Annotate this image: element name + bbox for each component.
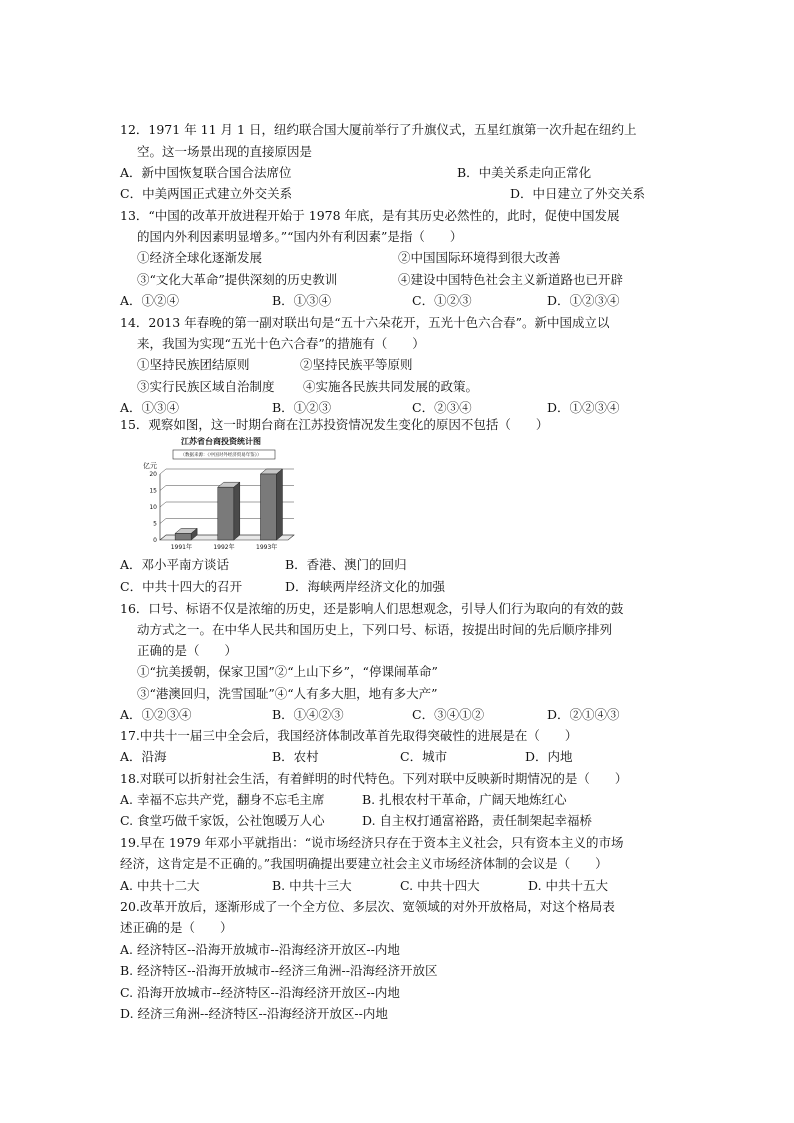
q15-option-c: C．中共十四大的召开 bbox=[120, 579, 243, 594]
q16-item-row2: ③“港澳回归，洗雪国耻”④“人有多大胆，地有多大产” bbox=[137, 686, 438, 701]
q15-stem: 15．观察如图，这一时期台商在江苏投资情况发生变化的原因不包括（ ） bbox=[120, 417, 549, 432]
q17-option-c: C．城市 bbox=[400, 749, 448, 764]
q13-item-1: ①经济全球化逐渐发展 bbox=[137, 250, 263, 265]
q17-stem: 17.中共十一届三中全会后，我国经济体制改革首先取得突破性的进展是在（ ） bbox=[120, 728, 578, 743]
q12-option-d: D．中日建立了外交关系 bbox=[510, 186, 646, 201]
q19-stem-line2: 经济，这肯定是不正确的。”我国明确提出要建立社会主义市场经济体制的会议是（ ） bbox=[120, 856, 608, 871]
q14-stem-line1: 14．2013 年春晚的第一副对联出句是“五十六朵花开，五光十色六合春”。新中国成立以 bbox=[120, 315, 610, 330]
taishang-investment-chart bbox=[140, 436, 302, 554]
chart-y-tick-label: 10 bbox=[149, 504, 157, 511]
q19-option-a: A. 中共十二大 bbox=[120, 878, 200, 893]
q17-option-d: D．内地 bbox=[525, 749, 573, 764]
chart-x-tick-label: 1993年 bbox=[256, 544, 278, 551]
chart-y-ticks bbox=[149, 471, 157, 544]
chart-subtitle: （数据来源：《中国对外经济贸易年鉴》） bbox=[180, 453, 262, 458]
q18-option-c: C. 食堂巧做千家饭，公社饱暖万人心 bbox=[120, 813, 325, 828]
q15-option-d: D．海峡两岸经济文化的加强 bbox=[285, 579, 446, 594]
q18-option-a: A. 幸福不忘共产党，翻身不忘毛主席 bbox=[120, 792, 325, 807]
q19-stem-line1: 19.早在 1979 年邓小平就指出：“说市场经济只存在于资本主义社会，只有资本主义的市场 bbox=[120, 835, 624, 850]
q19-option-b: B. 中共十三大 bbox=[272, 878, 352, 893]
q18-stem: 18.对联可以折射社会生活，有着鲜明的时代特色。下列对联中反映新时期情况的是（ ） bbox=[120, 771, 628, 786]
q14-option-a: A．①③④ bbox=[120, 400, 180, 415]
chart-bar bbox=[260, 469, 282, 540]
q16-stem-line3: 正确的是（ ） bbox=[137, 643, 238, 658]
q14-stem-line2: 来，我国为实现“五光十色六合春”的措施有（ ） bbox=[137, 336, 425, 351]
q13-item-2: ②中国国际环境得到很大改善 bbox=[398, 250, 561, 265]
q16-option-d: D．②①④③ bbox=[547, 707, 620, 722]
q17-option-a: A．沿海 bbox=[120, 749, 167, 764]
q13-option-b: B．①③④ bbox=[272, 293, 332, 308]
chart-bar bbox=[218, 482, 240, 540]
q13-item-4: ④建设中国特色社会主义新道路也已开辟 bbox=[398, 272, 624, 287]
chart-y-tick-label: 5 bbox=[153, 520, 157, 528]
q20-stem-line2: 述正确的是（ ） bbox=[120, 920, 233, 935]
q16-stem-line2: 动方式之一。在中华人民共和国历史上，下列口号、标语，按提出时间的先后顺序排列 bbox=[137, 622, 613, 637]
q20-option-b: B. 经济特区--沿海开放城市--经济三角洲--沿海经济开放区 bbox=[120, 963, 438, 978]
chart-y-tick-label: 20 bbox=[149, 471, 157, 478]
q13-stem-line2: 的国内外利因素明显增多。”“国内外有利因素”是指（ ） bbox=[137, 229, 463, 244]
chart-x-tick-label: 1992年 bbox=[213, 544, 235, 551]
q14-item-3: ③实行民族区域自治制度 bbox=[137, 379, 275, 394]
q14-option-d: D．①②③④ bbox=[547, 400, 620, 415]
q14-item-1: ①坚持民族团结原则 bbox=[137, 357, 250, 372]
chart-y-label: 亿元 bbox=[143, 462, 157, 470]
q16-option-b: B．①④②③ bbox=[272, 707, 344, 722]
q13-option-c: C．①②③ bbox=[412, 293, 472, 308]
q15-option-a: A．邓小平南方谈话 bbox=[120, 557, 230, 572]
q12-stem-line2: 空。这一场景出现的直接原因是 bbox=[137, 144, 313, 159]
q14-option-b: B．①②③ bbox=[272, 400, 332, 415]
q17-option-b: B．农村 bbox=[272, 749, 319, 764]
q20-option-c: C. 沿海开放城市--经济特区--沿海经济开放区--内地 bbox=[120, 985, 400, 1000]
chart-title: 江苏省台商投资统计图 bbox=[181, 437, 261, 446]
q14-option-c: C．②③④ bbox=[412, 400, 472, 415]
q12-option-a: A．新中国恢复联合国合法席位 bbox=[120, 165, 292, 180]
q18-option-b: B. 扎根农村干革命，广阔天地炼红心 bbox=[362, 792, 567, 807]
q18-option-d: D. 自主权打通富裕路，责任制架起幸福桥 bbox=[362, 813, 593, 828]
q15-option-b: B．香港、澳门的回归 bbox=[285, 557, 407, 572]
q13-option-d: D．①②③④ bbox=[547, 293, 620, 308]
q12-option-b: B．中美关系走向正常化 bbox=[457, 165, 592, 180]
chart-bars bbox=[175, 469, 282, 540]
q16-option-a: A．①②③④ bbox=[120, 707, 192, 722]
q16-option-c: C．③④①② bbox=[412, 707, 485, 722]
chart-x-tick-label: 1991年 bbox=[170, 544, 192, 551]
chart-y-tick-label: 0 bbox=[153, 537, 157, 544]
q12-option-c: C．中美两国正式建立外交关系 bbox=[120, 186, 293, 201]
q13-stem-line1: 13．“中国的改革开放进程开始于 1978 年底，是有其历史必然性的，此时，促使中国发展 bbox=[120, 208, 620, 223]
q20-option-a: A. 经济特区--沿海开放城市--沿海经济开放区--内地 bbox=[120, 942, 400, 957]
q20-stem-line1: 20.改革开放后，逐渐形成了一个全方位、多层次、宽领域的对外开放格局，对这个格局表 bbox=[120, 899, 615, 914]
q20-option-d: D. 经济三角洲--经济特区--沿海经济开放区--内地 bbox=[120, 1006, 388, 1021]
q19-option-c: C. 中共十四大 bbox=[400, 878, 480, 893]
q13-item-3: ③“文化大革命”提供深刻的历史教训 bbox=[137, 272, 338, 287]
q19-option-d: D. 中共十五大 bbox=[528, 878, 609, 893]
q12-stem-line1: 12．1971 年 11 月 1 日，纽约联合国大厦前举行了升旗仪式，五星红旗第一次升起在纽约上 bbox=[120, 122, 637, 137]
q16-stem-line1: 16．口号、标语不仅是浓缩的历史，还是影响人们思想观念，引导人们行为取向的有效的鼓 bbox=[120, 601, 624, 616]
q16-item-row1: ①“抗美援朝，保家卫国”②“上山下乡”，“停课闹革命” bbox=[137, 664, 438, 679]
chart-x-ticks bbox=[171, 543, 278, 551]
chart-y-tick-label: 15 bbox=[149, 487, 157, 495]
q14-item-4: ④实施各民族共同发展的政策。 bbox=[303, 379, 479, 394]
q13-option-a: A．①②④ bbox=[120, 293, 180, 308]
q14-item-2: ②坚持民族平等原则 bbox=[300, 357, 413, 372]
